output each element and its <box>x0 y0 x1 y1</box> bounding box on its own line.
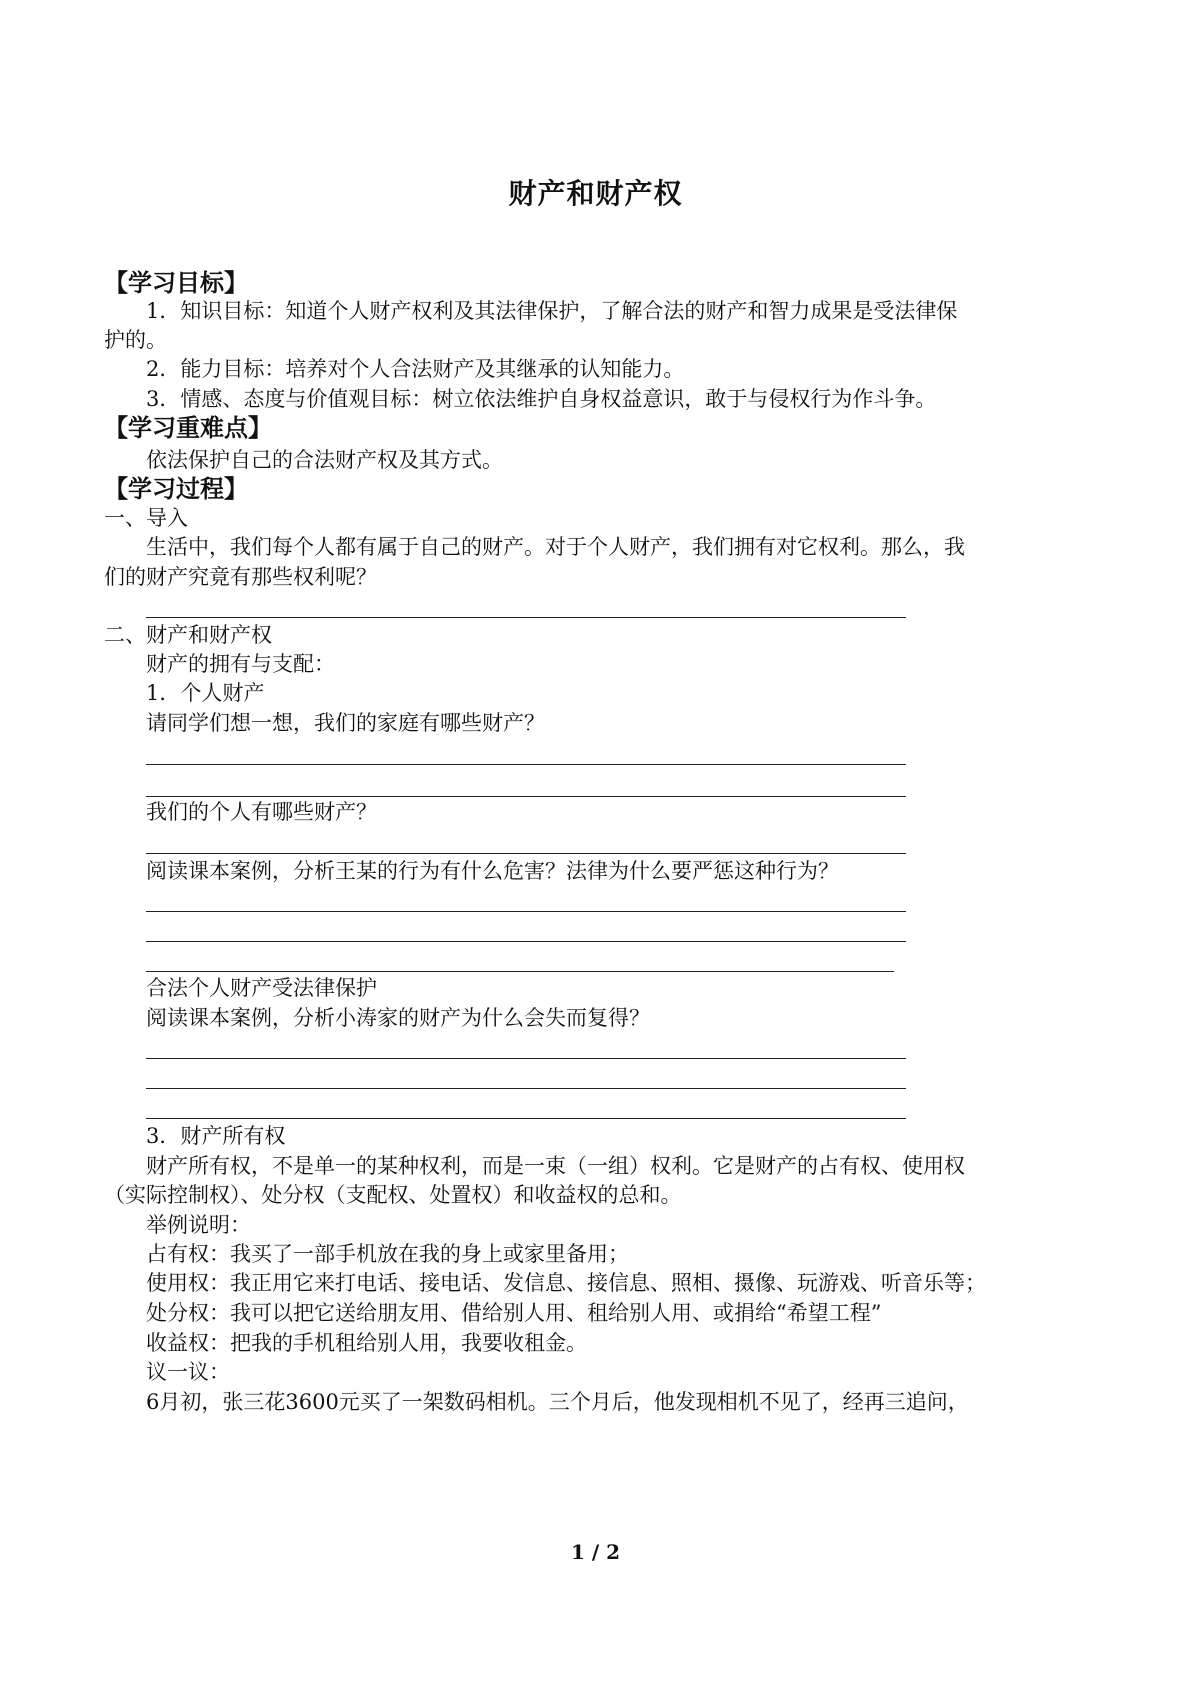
intro-line-1: 生活中，我们每个人都有属于自己的财产。对于个人财产，我们拥有对它权利。那么，我 <box>146 535 965 559</box>
legal-protection-title: 合法个人财产受法律保护 <box>146 976 377 1000</box>
key-points-text: 依法保护自己的合法财产权及其方式。 <box>146 448 503 472</box>
page-title: 财产和财产权 <box>508 177 683 210</box>
answer-line <box>146 764 906 765</box>
example-disposal: 处分权：我可以把它送给朋友用、借给别人用、租给别人用、或捐给“希望工程” <box>146 1301 882 1325</box>
goal-2: 2．能力目标：培养对个人合法财产及其继承的认知能力。 <box>146 357 685 381</box>
ownership-line-2: （实际控制权）、处分权（支配权、处置权）和收益权的总和。 <box>104 1183 682 1207</box>
question-family-property: 请同学们想一想，我们的家庭有哪些财产？ <box>146 711 545 735</box>
example-use: 使用权：我正用它来打电话、接电话、发信息、接信息、照相、摄像、玩游戏、听音乐等； <box>146 1271 986 1295</box>
answer-line <box>146 1058 906 1059</box>
example-title: 举例说明： <box>146 1213 251 1237</box>
goal-1-line-2: 护的。 <box>104 328 167 352</box>
question-case-1: 阅读课本案例，分析王某的行为有什么危害？法律为什么要严惩这种行为？ <box>146 859 839 883</box>
answer-line <box>146 1118 906 1119</box>
goal-3: 3．情感、态度与价值观目标：树立依法维护自身权益意识，敢于与侵权行为作斗争。 <box>146 387 937 411</box>
question-case-2: 阅读课本案例，分析小涛家的财产为什么会失而复得？ <box>146 1006 650 1030</box>
heading-learning-process: 【学习过程】 <box>104 474 248 503</box>
discussion-title: 议一议： <box>146 1360 230 1384</box>
ownership-intro: 财产的拥有与支配： <box>146 652 335 676</box>
answer-line <box>146 911 906 912</box>
answer-line <box>146 853 906 854</box>
personal-property-title: 1．个人财产 <box>146 681 265 705</box>
example-possession: 占有权：我买了一部手机放在我的身上或家里备用； <box>146 1242 629 1266</box>
answer-line <box>146 941 906 942</box>
section-intro-title: 一、导入 <box>104 506 188 530</box>
intro-line-2: 们的财产究竟有那些权利呢？ <box>104 565 377 589</box>
heading-key-points: 【学习重难点】 <box>104 413 272 442</box>
question-personal-property: 我们的个人有哪些财产？ <box>146 800 377 824</box>
answer-line <box>146 617 906 618</box>
page-number: 1 / 2 <box>570 1540 621 1564</box>
answer-line <box>146 1088 906 1089</box>
discussion-text: 6月初，张三花3600元买了一架数码相机。三个月后，他发现相机不见了，经再三追问， <box>146 1390 969 1414</box>
example-income: 收益权：把我的手机租给别人用，我要收租金。 <box>146 1331 587 1355</box>
ownership-line-1: 财产所有权，不是单一的某种权利，而是一束（一组）权利。它是财产的占有权、使用权 <box>146 1154 965 1178</box>
section-2-title: 二、财产和财产权 <box>104 623 272 647</box>
heading-learning-goals: 【学习目标】 <box>104 268 248 297</box>
goal-1-line-1: 1．知识目标：知道个人财产权利及其法律保护，了解合法的财产和智力成果是受法律保 <box>146 299 958 323</box>
ownership-title: 3．财产所有权 <box>146 1124 286 1148</box>
answer-line <box>146 971 894 972</box>
